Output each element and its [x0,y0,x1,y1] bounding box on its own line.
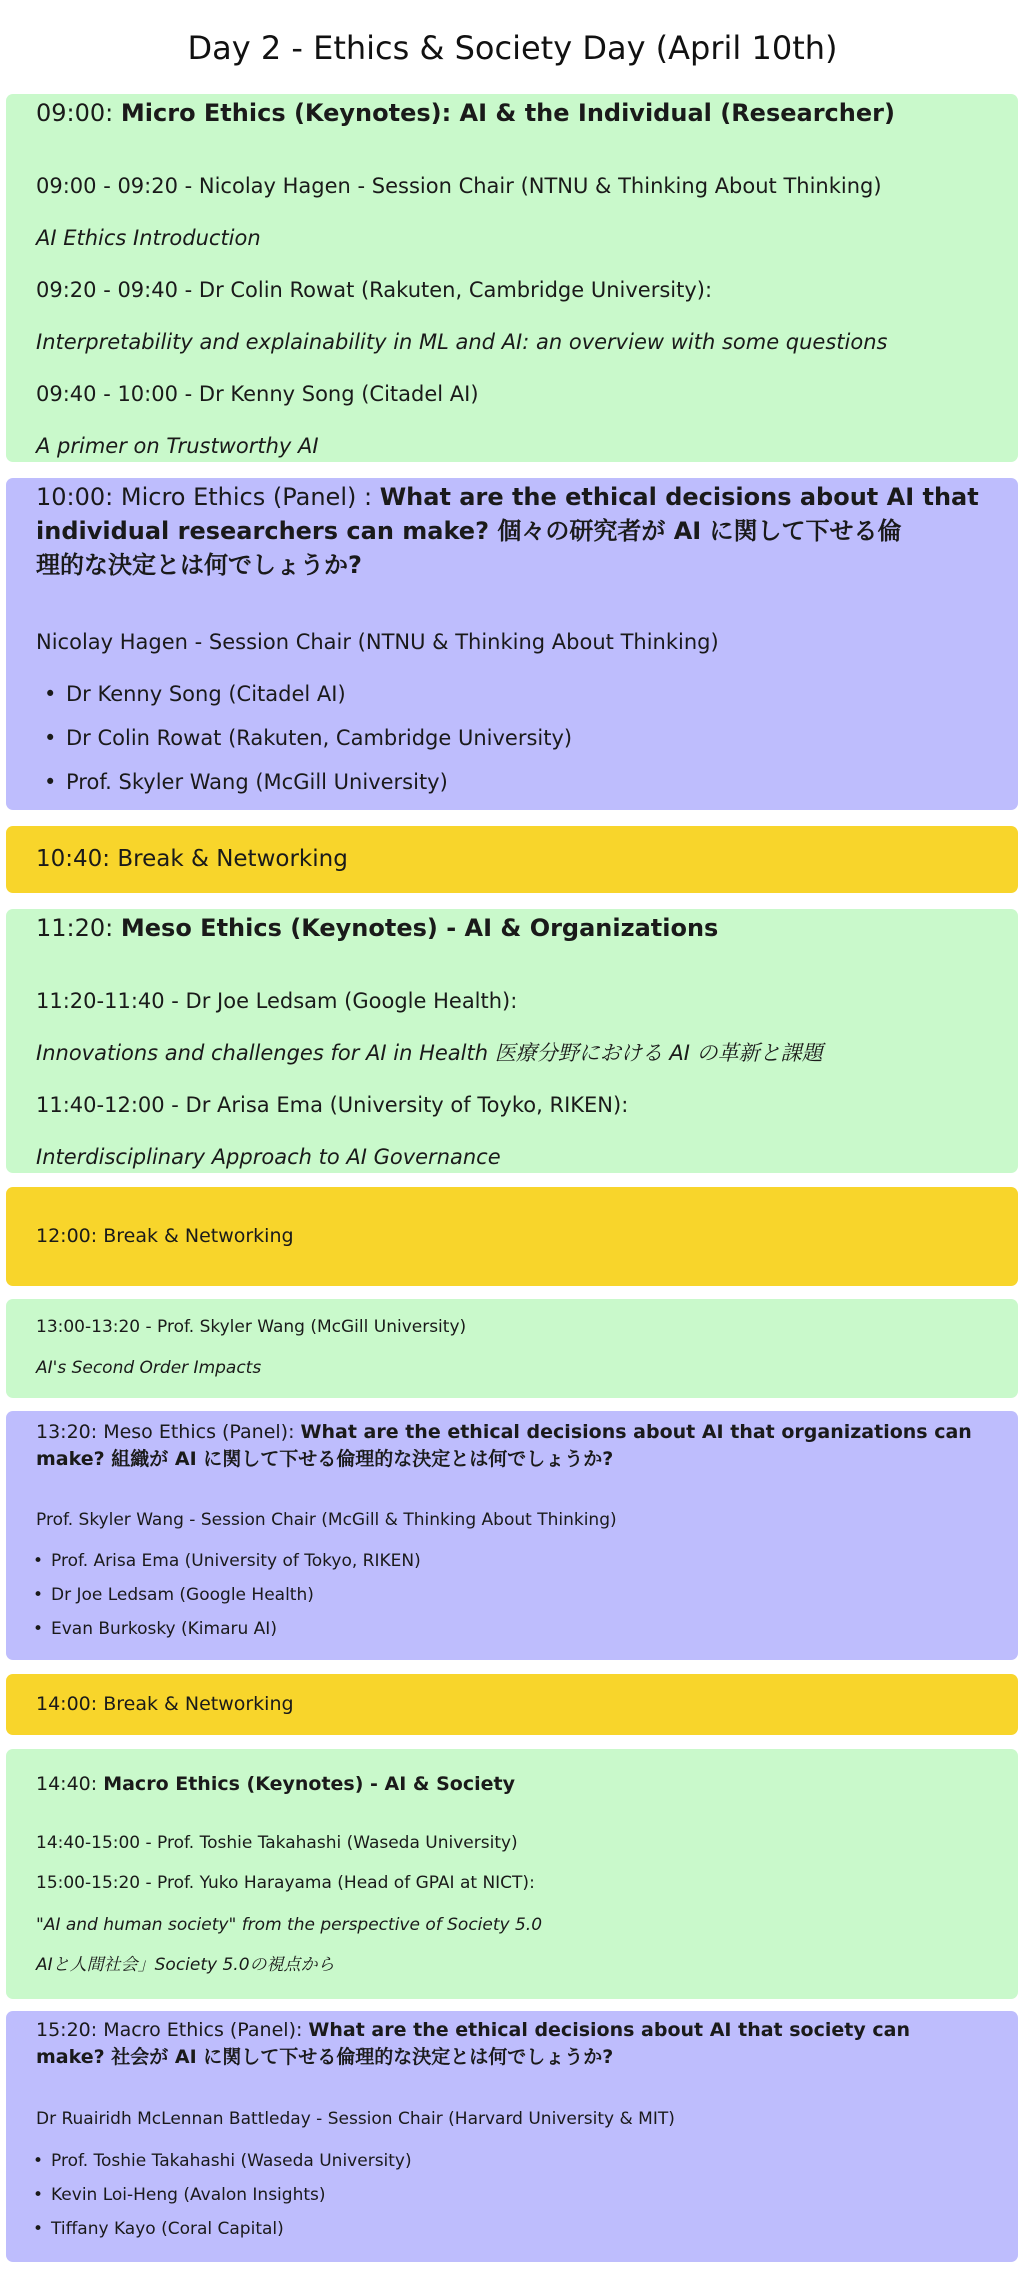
panel-prefix: 15:20: Macro Ethics (Panel): [36,2019,309,2041]
session-title: Macro Ethics (Keynotes) - AI & Society [103,1773,515,1795]
panelist: • Prof. Toshie Takahashi (Waseda University) [51,2149,412,2173]
talk-line: 11:40-12:00 - Dr Arisa Ema (University of Toyko, RIKEN): [36,1093,629,1117]
talk-topic: Interpretability and explainability in ML and AI: an overview with some questions [36,330,888,354]
talk-line: 13:00-13:20 - Prof. Skyler Wang (McGill University) [36,1317,467,1337]
break-label: 14:00: Break & Networking [36,1693,294,1715]
panelist: • Kevin Loi-Heng (Avalon Insights) [51,2183,326,2207]
talk-topic: Interdisciplinary Approach to AI Governance [36,1145,501,1169]
panel-block-micro [6,478,1018,810]
talk-line: 15:00-15:20 - Prof. Yuko Harayama (Head of GPAI at NICT): [36,1873,535,1893]
keynote-block-macro [6,1749,1018,1999]
panel-header [36,1419,1011,1473]
panel-header [36,480,1006,582]
talk-line: 09:20 - 09:40 - Dr Colin Rowat (Rakuten, Cambridge University): [36,278,713,302]
keynote-block-single [6,1299,1018,1398]
panelist: • Prof. Skyler Wang (McGill University) [66,768,448,796]
panelist: • Prof. Arisa Ema (University of Tokyo, RIKEN) [51,1549,421,1573]
talk-topic: "AI and human society" from the perspective of Society 5.0 [36,1915,543,1935]
panelist: • Evan Burkosky (Kimaru AI) [51,1617,277,1641]
keynote-block-meso [6,909,1018,1173]
talk-line: 14:40-15:00 - Prof. Toshie Takahashi (Waseda University) [36,1833,518,1853]
panel-header [36,2017,1011,2071]
panel-question: What are the ethical decisions about AI that [379,483,979,511]
session-time: 11:20: [36,914,114,942]
panel-question: What are the ethical decisions about AI that organizations can [300,1421,972,1443]
section-header [6,96,909,130]
panel-block-macro [6,2011,1018,2262]
talk-topic: AI's Second Order Impacts [36,1358,262,1378]
panelist: • Dr Colin Rowat (Rakuten, Cambridge University) [66,724,572,752]
session-chair: Dr Ruairidh McLennan Battleday - Session Chair (Harvard University & MIT) [36,2109,675,2129]
session-time: 09:00: [36,99,114,127]
panel-prefix: 13:20: Meso Ethics (Panel): [36,1421,301,1443]
talk-topic: AI Ethics Introduction [36,226,261,250]
break-block [6,826,1018,893]
panel-block-meso [6,1411,1018,1660]
session-title: Meso Ethics (Keynotes) - AI & Organizations [120,914,719,942]
talk-topic: Innovations and challenges for AI in Health 医療分野における AI の革新と課題 [36,1041,823,1065]
keynote-block-micro [6,94,1018,462]
panelist: • Dr Kenny Song (Citadel AI) [66,680,346,708]
panelist: • Dr Joe Ledsam (Google Health) [51,1583,314,1607]
talk-topic: A primer on Trustworthy AI [36,434,319,458]
panel-question: What are the ethical decisions about AI that society can [308,2019,910,2041]
section-header [36,1771,515,1798]
talk-line: 09:40 - 10:00 - Dr Kenny Song (Citadel AI) [36,382,479,406]
talk-topic: AIと人間社会」Society 5.0の視点から [36,1955,335,1975]
panel-question-cont: make? 組織が AI に関して下せる倫理的な決定とは何でしょうか? [36,1448,614,1470]
section-header [6,911,732,945]
panel-question-cont: 理的な決定とは何でしょうか? [36,551,362,579]
break-label: 10:40: Break & Networking [36,846,348,872]
break-label: 12:00: Break & Networking [36,1225,294,1247]
session-chair: Nicolay Hagen - Session Chair (NTNU & Thinking About Thinking) [36,630,719,654]
session-title: Micro Ethics (Keynotes): AI & the Individual (Researcher) [120,99,895,127]
page-title: Day 2 - Ethics & Society Day (April 10th) [187,29,838,67]
session-time: 14:40: [36,1773,98,1795]
panel-question-cont: make? 社会が AI に関して下せる倫理的な決定とは何でしょうか? [36,2046,614,2068]
panel-question-cont: individual researchers can make? 個々の研究者が AI に関して下せる倫 [36,517,902,545]
break-block [6,1674,1018,1735]
session-chair: Prof. Skyler Wang - Session Chair (McGill & Thinking About Thinking) [36,1510,617,1530]
talk-line: 09:00 - 09:20 - Nicolay Hagen - Session Chair (NTNU & Thinking About Thinking) [36,174,882,198]
panel-prefix: 10:00: Micro Ethics (Panel) : [36,483,380,511]
talk-line: 11:20-11:40 - Dr Joe Ledsam (Google Health): [36,989,518,1013]
panelist: • Tiffany Kayo (Coral Capital) [51,2217,284,2241]
break-block [6,1187,1018,1286]
